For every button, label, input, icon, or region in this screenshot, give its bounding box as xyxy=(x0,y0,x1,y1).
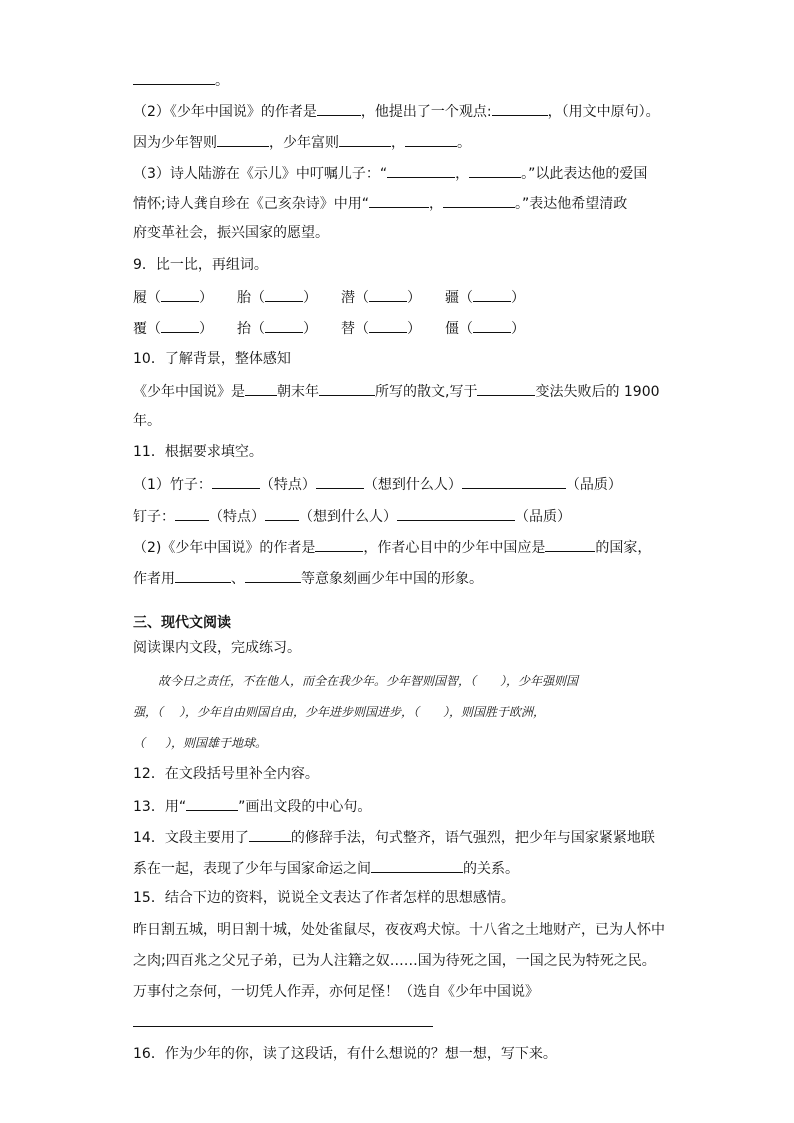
material-line-2: 之肉;四百兆之父兄子弟，已为人注籍之奴……国为待死之国，一国之民为特死之民。 xyxy=(133,953,656,969)
blank[interactable] xyxy=(319,380,375,396)
blank[interactable] xyxy=(161,317,199,333)
q12: 12．在文段括号里补全内容。 xyxy=(133,766,319,782)
blank[interactable] xyxy=(175,505,209,521)
blank[interactable] xyxy=(265,317,303,333)
q9-row-2: 覆（ ） 抬（ ） 替（ ） 僵（ ） xyxy=(133,317,549,339)
passage-line-2: 强，（ ），少年自由则国自由，少年进步则国进步，（ ），则国胜于欧洲， xyxy=(133,705,546,719)
blank[interactable] xyxy=(369,317,407,333)
q9-heading: 9．比一比，再组词。 xyxy=(133,257,268,273)
answer-line-0: 。 xyxy=(133,69,229,91)
blank[interactable] xyxy=(469,162,521,178)
blank[interactable] xyxy=(245,380,277,396)
q11-heading: 11．根据要求填空。 xyxy=(133,444,263,460)
blank[interactable] xyxy=(473,317,511,333)
answer-line-q15[interactable] xyxy=(133,1026,433,1027)
blank[interactable] xyxy=(161,286,199,302)
q8-2-line-b: 因为少年智则 ，少年富则 ， 。 xyxy=(133,131,471,153)
blank[interactable] xyxy=(405,131,457,147)
blank[interactable] xyxy=(492,100,548,116)
q8-3-line-c: 府变革社会，振兴国家的愿望。 xyxy=(133,225,329,241)
q8-3-line: （3）诗人陆游在《示儿》中叮嘱儿子：“ ， 。”以此表达他的爱国 xyxy=(133,162,647,184)
blank[interactable] xyxy=(317,100,361,116)
q10-line: 《少年中国说》是 朝末年 所写的散文,写于 变法失败后的 1900 xyxy=(133,380,660,402)
passage-line-1: 故今日之责任，不在他人，而全在我少年。少年智则国智，（ ），少年强则国 xyxy=(158,674,579,688)
section-3-intro: 阅读课内文段，完成练习。 xyxy=(133,640,301,656)
q9-row-1: 履（ ） 胎（ ） 潜（ ） 疆（ ） xyxy=(133,286,549,308)
blank[interactable] xyxy=(397,505,515,521)
blank[interactable] xyxy=(249,826,291,842)
q15: 15．结合下边的资料，说说全文表达了作者怎样的思想感情。 xyxy=(133,890,515,906)
q11-2-line: （2)《少年中国说》的作者是 ，作者心目中的少年中国应是 的国家， xyxy=(133,536,651,558)
blank[interactable] xyxy=(315,536,363,552)
passage-line-3: （ ），则国雄于地球。 xyxy=(133,736,268,750)
section-3-heading: 三、现代文阅读 xyxy=(133,615,231,631)
blank[interactable] xyxy=(245,567,301,583)
blank[interactable] xyxy=(133,69,215,85)
q10-line-b: 年。 xyxy=(133,413,161,429)
q11-2-line-b: 作者用 、 等意象刻画少年中国的形象。 xyxy=(133,567,483,589)
blank[interactable] xyxy=(545,536,595,552)
blank[interactable] xyxy=(477,380,535,396)
q8-2-line: （2）《少年中国说》的作者是 ，他提出了一个观点: ，（用文中原句）。 xyxy=(133,100,660,122)
blank[interactable] xyxy=(217,131,269,147)
q13-line: 13．用“ ”画出文段的中心句。 xyxy=(133,795,371,817)
blank[interactable] xyxy=(339,131,391,147)
blank[interactable] xyxy=(186,795,238,811)
q8-3-line-b: 情怀;诗人龚自珍在《己亥杂诗》中用“ ， 。”表达他希望清政 xyxy=(133,192,627,214)
q14-line-b: 系在一起，表现了少年与国家命运之间 的关系。 xyxy=(133,857,519,879)
blank[interactable] xyxy=(369,286,407,302)
blank[interactable] xyxy=(387,162,455,178)
blank[interactable] xyxy=(212,473,260,489)
q14-line: 14．文段主要用了 的修辞手法，句式整齐，语气强烈，把少年与国家紧紧地联 xyxy=(133,826,655,848)
blank[interactable] xyxy=(443,192,515,208)
blank[interactable] xyxy=(369,192,429,208)
q11-1-line: （1）竹子： （特点） （想到什么人） （品质） xyxy=(133,473,622,495)
blank[interactable] xyxy=(316,473,364,489)
blank[interactable] xyxy=(371,857,463,873)
material-line-1: 昨日割五城，明日割十城，处处雀鼠尽，夜夜鸡犬惊。十八省之土地财产，已为人怀中 xyxy=(133,922,665,938)
blank[interactable] xyxy=(473,286,511,302)
blank[interactable] xyxy=(462,473,566,489)
q11-1-line-b: 钉子： （特点） （想到什么人） （品质） xyxy=(133,505,571,527)
blank[interactable] xyxy=(265,505,299,521)
blank[interactable] xyxy=(265,286,303,302)
material-line-3: 万事付之奈何，一切凭人作弄，亦何足怪！（选自《少年中国说》 xyxy=(133,984,539,1000)
q10-heading: 10．了解背景，整体感知 xyxy=(133,351,291,367)
q16: 16．作为少年的你，读了这段话，有什么想说的？想一想，写下来。 xyxy=(133,1046,557,1062)
blank[interactable] xyxy=(175,567,231,583)
